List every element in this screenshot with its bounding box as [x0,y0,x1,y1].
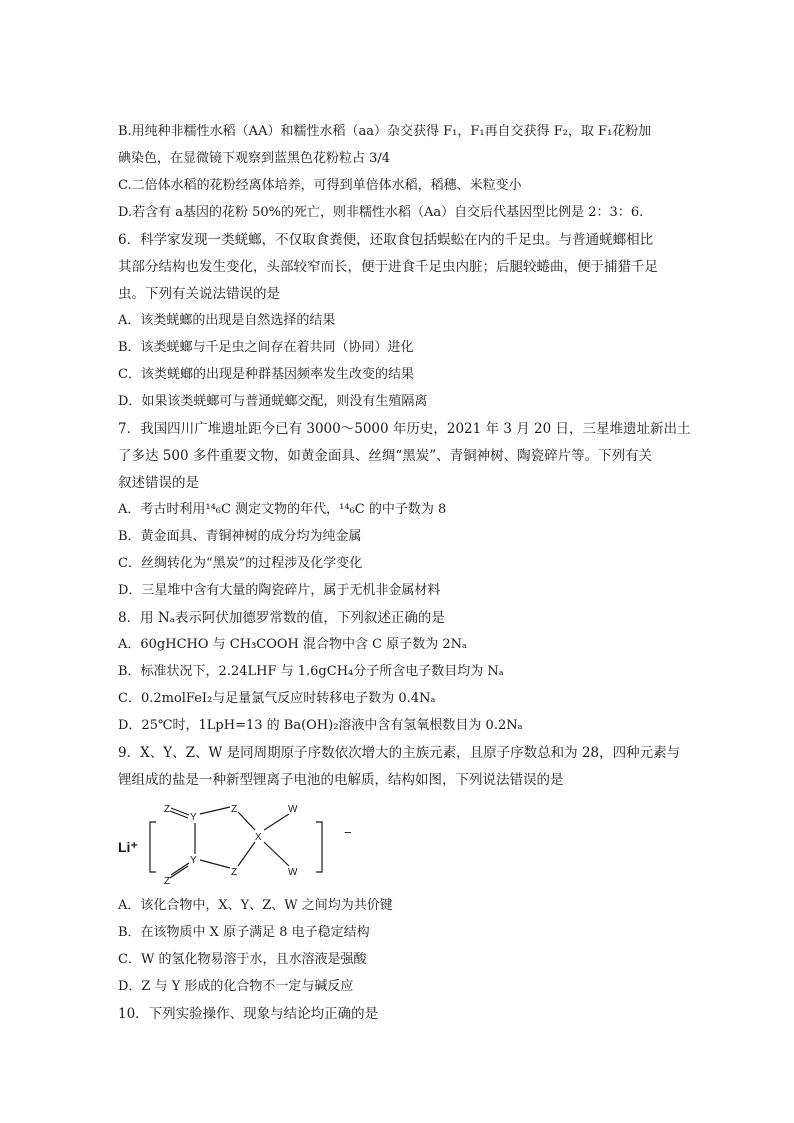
q5-option-b-line2: 碘染色，在显微镜下观察到蓝黑色花粉粒占 3/4 [118,151,391,166]
q6-option-a: A．该类蜣螂的出现是自然选择的结果 [118,313,336,328]
bond-z-x-top [238,812,255,830]
q7-option-c: C．丝绸转化为“黑炭”的过程涉及化学变化 [118,556,363,571]
q7-option-a: A．考古时利用¹⁴₆C 测定文物的年代，¹⁴₆C 的中子数为 8 [118,502,447,517]
q10-stem: 10．下列实验操作、现象与结论均正确的是 [118,1006,379,1022]
q8-option-d: D．25℃时，1LpH=13 的 Ba(OH)₂溶液中含有氢氧根数目为 0.2Nₐ [118,718,523,733]
lithium-salt-structure-figure [118,790,358,890]
atom-z-top-right: Z [231,804,238,815]
atom-y-top: Y [190,812,197,823]
bond-x-w-top [264,814,289,830]
q6-option-d: D．如果该类蜣螂可与普通蜣螂交配，则没有生殖隔离 [118,394,428,409]
q9-option-c: C．W 的氢化物易溶于水，且水溶液是强酸 [118,952,367,967]
q9-stem-line2: 锂组成的盐是一种新型锂离子电池的电解质，结构如图，下列说法错误的是 [118,772,564,788]
q8-option-c: C．0.2molFeI₂与足量氯气反应时转移电子数为 0.4Nₐ [118,691,436,706]
atom-z-top-left: Z [164,804,171,815]
q6-stem-line1: 6．科学家发现一类蜣螂，不仅取食粪便，还取食包括蜈蚣在内的千足虫。与普通蜣螂相比 [118,232,654,248]
q5-option-c: C.二倍体水稻的花粉经离体培养，可得到单倍体水稻，稻穗、米粒变小 [118,178,522,193]
bond-y-z-bottom [200,860,230,868]
q7-stem-line1: 7．我国四川广堆遗址距今已有 3000～5000 年历史，2021 年 3 月 20 日，三星堆遗址新出土 [118,421,691,437]
q8-stem: 8．用 Nₐ表示阿伏加德罗常数的值，下列叙述正确的是 [118,610,445,626]
atom-z-bottom-right: Z [231,867,238,878]
anion-charge-label: − [344,825,352,840]
atom-z-bottom-left: Z [164,876,171,887]
left-bracket [150,822,156,872]
bond-x-w-bottom [264,842,289,866]
q5-option-d: D.若含有 a基因的花粉 50%的死亡，则非糯性水稻（Aa）自交后代基因型比例是 2：3：6. [118,205,644,220]
li-cation-label: Li⁺ [118,839,138,855]
q9-option-b: B．在该物质中 X 原子满足 8 电子稳定结构 [118,925,370,940]
atom-w-top: W [288,804,298,815]
q6-stem-line2: 其部分结构也发生变化，头部较窄而长，便于进食千足虫内脏；后腿较蜷曲，便于捕猎千足 [118,259,658,275]
q9-option-a: A．该化合物中，X、Y、Z、W 之间均为共价键 [118,898,393,913]
bond-y-z-top [200,807,230,814]
bond-z-y-bottom-1 [171,863,189,875]
bond-z-y-top-1 [171,808,189,815]
bond-z-y-bottom-2 [170,866,188,878]
q7-option-d: D．三星堆中含有大量的陶瓷碎片，属于无机非金属材料 [118,583,441,598]
bond-z-y-top-2 [170,811,188,818]
atom-w-bottom: W [288,867,298,878]
q7-option-b: B．黄金面具、青铜神树的成分均为纯金属 [118,529,362,544]
atom-x-center: X [255,832,262,843]
q6-option-c: C．该类蜣螂的出现是种群基因频率发生改变的结果 [118,367,414,382]
q6-stem-line3: 虫。下列有关说法错误的是 [118,286,280,302]
q5-option-b-line1: B.用纯种非糯性水稻（AA）和糯性水稻（aa）杂交获得 F₁，F₁再自交获得 F₂，取 F₁花粉加 [118,124,652,139]
q6-option-b: B．该类蜣螂与千足虫之间存在着共同（协同）进化 [118,340,414,355]
atom-y-bottom: Y [190,855,197,866]
q9-option-d: D．Z 与 Y 形成的化合物不一定与碱反应 [118,979,354,994]
right-bracket [316,822,322,872]
bond-z-x-bottom [238,842,255,866]
q7-stem-line3: 叙述错误的是 [118,475,199,491]
q7-stem-line2: 了多达 500 多件重要文物，如黄金面具、丝绸“黑炭”、青铜神树、陶瓷碎片等。下列有关 [118,448,653,464]
q8-option-a: A．60gHCHO 与 CH₃COOH 混合物中含 C 原子数为 2Nₐ [118,637,468,652]
q9-stem-line1: 9．X、Y、Z、W 是同周期原子序数依次增大的主族元素，且原子序数总和为 28，四种元素与 [118,745,681,761]
q8-option-b: B．标准状况下，2.24LHF 与 1.6gCH₄分子所含电子数目均为 Nₐ [118,664,504,679]
